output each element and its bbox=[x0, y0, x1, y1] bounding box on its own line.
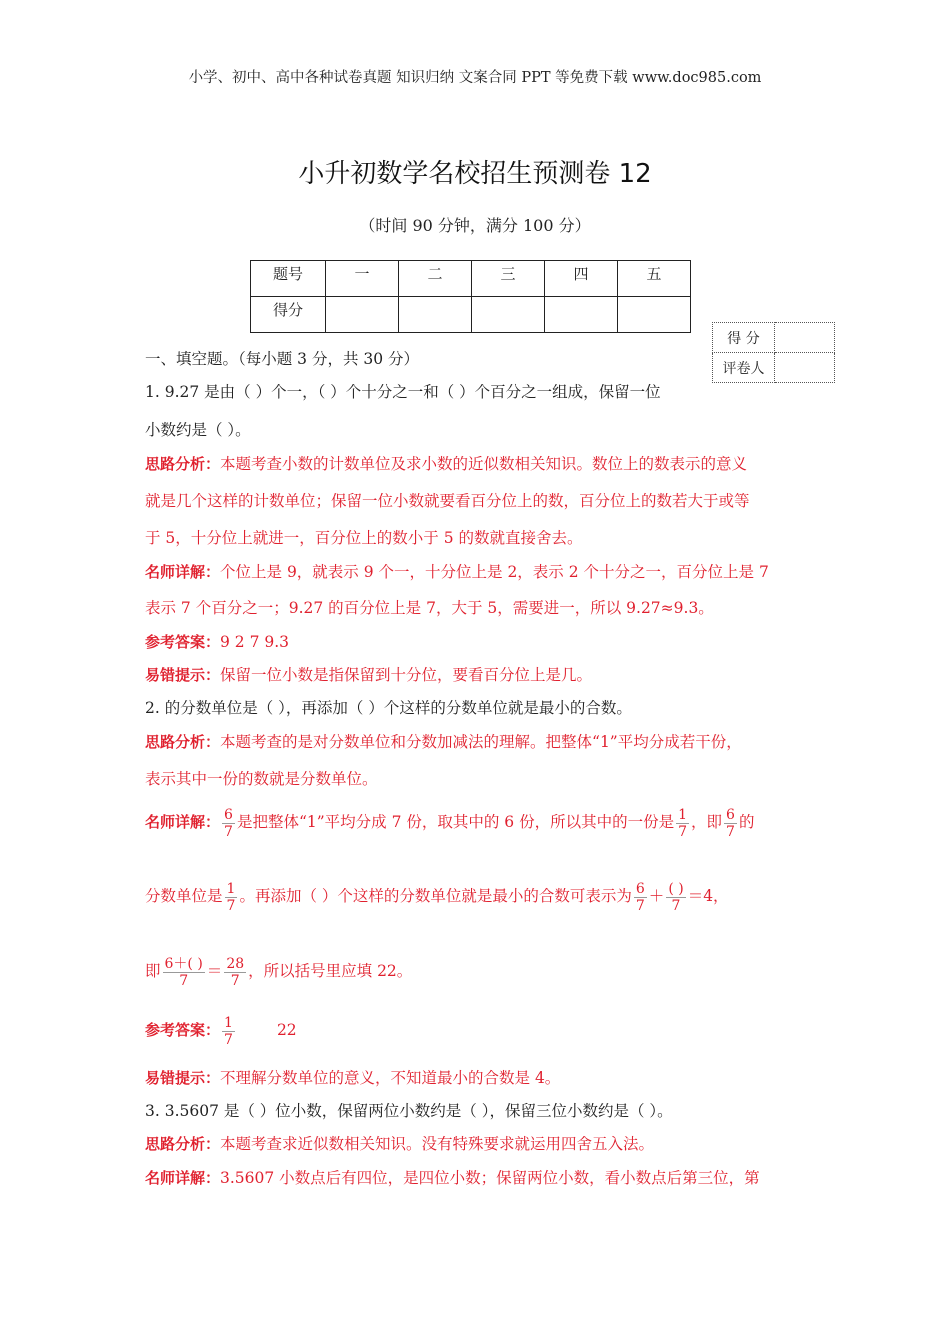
q1-analysis bbox=[145, 454, 815, 474]
score-cell bbox=[618, 297, 691, 333]
equals-sign: ＝ bbox=[206, 962, 223, 980]
detail-text: 即 bbox=[145, 962, 161, 980]
q2-analysis bbox=[145, 732, 815, 752]
score-cell: 得分 bbox=[251, 297, 326, 333]
score-cell bbox=[326, 297, 399, 333]
fraction-numerator: 1 bbox=[224, 1014, 233, 1031]
section-heading: 一、填空题。（每小题 3 分，共 30 分） bbox=[145, 350, 420, 368]
analysis-text: 本题考查小数的计数单位及求小数的近似数相关知识。数位上的数表示的意义 bbox=[220, 455, 748, 473]
analysis-label: 思路分析： bbox=[145, 455, 221, 473]
q2-line1: 2. 的分数单位是（ ），再添加（ ）个这样的分数单位就是最小的合数。 bbox=[145, 699, 632, 717]
detail-text: 。再添加（ ）个这样的分数单位就是最小的合数可表示为 bbox=[239, 887, 632, 905]
detail-text: 的 bbox=[738, 813, 755, 831]
score-cell bbox=[545, 297, 618, 333]
q1-analysis-3: 于 5，十分位上就进一，百分位上的数小于 5 的数就直接舍去。 bbox=[145, 529, 583, 547]
fraction-numerator: 6 bbox=[726, 806, 735, 823]
fraction-denominator: 7 bbox=[671, 897, 681, 914]
q3-analysis bbox=[145, 1134, 815, 1154]
grader-score-label: 得 分 bbox=[713, 323, 775, 353]
q2-answer bbox=[145, 1012, 815, 1052]
q2-tip bbox=[145, 1068, 815, 1088]
fraction-numerator: 6 bbox=[224, 806, 233, 823]
analysis-label: 思路分析： bbox=[145, 733, 221, 751]
score-cell bbox=[472, 297, 545, 333]
grader-score-value bbox=[775, 323, 835, 353]
analysis-text: 本题考查的是对分数单位和分数加减法的理解。把整体“1”平均分成若干份， bbox=[220, 733, 742, 751]
fraction-numerator: 28 bbox=[226, 955, 245, 972]
tip-text: 不理解分数单位的意义，不知道最小的合数是 4。 bbox=[220, 1069, 561, 1087]
fraction bbox=[634, 881, 647, 914]
answer-label: 参考答案： bbox=[145, 1021, 221, 1039]
tip-text: 保留一位小数是指保留到十分位，要看百分位上是几。 bbox=[220, 666, 593, 684]
q3-detail bbox=[145, 1168, 815, 1188]
score-cell: 题号 bbox=[251, 261, 326, 297]
fraction-denominator: 7 bbox=[635, 897, 645, 914]
fraction-numerator: 1 bbox=[678, 806, 688, 823]
detail-text: ＝4， bbox=[687, 887, 729, 905]
fraction-denominator: 7 bbox=[179, 972, 189, 989]
tip-label: 易错提示： bbox=[145, 1069, 221, 1087]
fraction bbox=[222, 807, 235, 840]
tip-label: 易错提示： bbox=[145, 666, 221, 684]
q1-answer bbox=[145, 632, 815, 652]
fraction bbox=[225, 881, 238, 914]
fraction bbox=[224, 956, 246, 989]
fraction bbox=[163, 956, 205, 989]
fraction-numerator: 6 bbox=[635, 880, 645, 897]
q2-detail-3 bbox=[145, 953, 815, 993]
answer-text: 22 bbox=[276, 1021, 297, 1039]
fraction bbox=[222, 1015, 235, 1048]
fraction-denominator: 7 bbox=[230, 972, 240, 989]
fraction-denominator: 7 bbox=[224, 823, 233, 840]
exam-subtitle: （时间 90 分钟，满分 100 分） bbox=[359, 216, 591, 235]
q3-line1: 3. 3.5607 是（ ）位小数，保留两位小数约是（ ），保留三位小数约是（ ）。 bbox=[145, 1102, 673, 1120]
fraction bbox=[724, 807, 737, 840]
fraction-numerator: 6＋( ) bbox=[164, 955, 203, 972]
detail-label: 名师详解： bbox=[145, 563, 221, 581]
q1-line2: 小数约是（ ）。 bbox=[145, 421, 251, 439]
fraction bbox=[666, 881, 685, 914]
score-table bbox=[250, 260, 691, 333]
score-table-header-row bbox=[251, 261, 691, 297]
q1-tip bbox=[145, 665, 815, 685]
score-cell: 二 bbox=[399, 261, 472, 297]
fraction bbox=[676, 807, 689, 840]
fraction-denominator: 7 bbox=[726, 823, 735, 840]
detail-text: ，所以括号里应填 22。 bbox=[248, 962, 413, 980]
q1-analysis-2: 就是几个这样的计数单位；保留一位小数就要看百分位上的数，百分位上的数若大于或等 bbox=[145, 492, 750, 510]
plus-sign: ＋ bbox=[648, 887, 665, 905]
fraction-denominator: 7 bbox=[678, 823, 688, 840]
page-title: 小升初数学名校招生预测卷 12 bbox=[298, 159, 652, 189]
q1-detail-2: 表示 7 个百分之一；9.27 的百分位上是 7，大于 5，需要进一，所以 9.27≈9.3。 bbox=[145, 599, 714, 617]
score-cell: 一 bbox=[326, 261, 399, 297]
score-table-score-row bbox=[251, 297, 691, 333]
q2-detail bbox=[145, 804, 815, 844]
fraction-denominator: 7 bbox=[226, 897, 236, 914]
answer-text: 9 2 7 9.3 bbox=[220, 633, 290, 651]
q1-detail bbox=[145, 562, 815, 582]
score-cell: 五 bbox=[618, 261, 691, 297]
analysis-text: 本题考查求近似数相关知识。没有特殊要求就运用四舍五入法。 bbox=[220, 1135, 655, 1153]
detail-text: 3.5607 小数点后有四位，是四位小数；保留两位小数，看小数点后第三位，第 bbox=[220, 1169, 760, 1187]
grader-name-label: 评卷人 bbox=[713, 353, 775, 383]
detail-text: 个位上是 9，就表示 9 个一，十分位上是 2，表示 2 个十分之一，百分位上是 7 bbox=[220, 563, 769, 581]
site-header: 小学、初中、高中各种试卷真题 知识归纳 文案合同 PPT 等免费下载 www.doc985.com bbox=[188, 70, 762, 86]
analysis-label: 思路分析： bbox=[145, 1135, 221, 1153]
q2-detail-2 bbox=[145, 878, 815, 918]
detail-text: 是把整体“1”平均分成 7 份，取其中的 6 份，所以其中的一份是 bbox=[236, 813, 675, 831]
q1-line1: 1. 9.27 是由（ ）个一，（ ）个十分之一和（ ）个百分之一组成，保留一位 bbox=[145, 383, 661, 401]
score-cell: 三 bbox=[472, 261, 545, 297]
score-cell bbox=[399, 297, 472, 333]
fraction-denominator: 7 bbox=[224, 1031, 233, 1048]
fraction-numerator: ( ) bbox=[668, 880, 684, 897]
score-cell: 四 bbox=[545, 261, 618, 297]
q2-analysis-2: 表示其中一份的数就是分数单位。 bbox=[145, 770, 378, 788]
detail-text: 分数单位是 bbox=[145, 887, 223, 905]
detail-label: 名师详解： bbox=[145, 813, 221, 831]
answer-label: 参考答案： bbox=[145, 633, 221, 651]
detail-label: 名师详解： bbox=[145, 1169, 221, 1187]
fraction-numerator: 1 bbox=[226, 880, 236, 897]
detail-text: ，即 bbox=[691, 813, 723, 831]
